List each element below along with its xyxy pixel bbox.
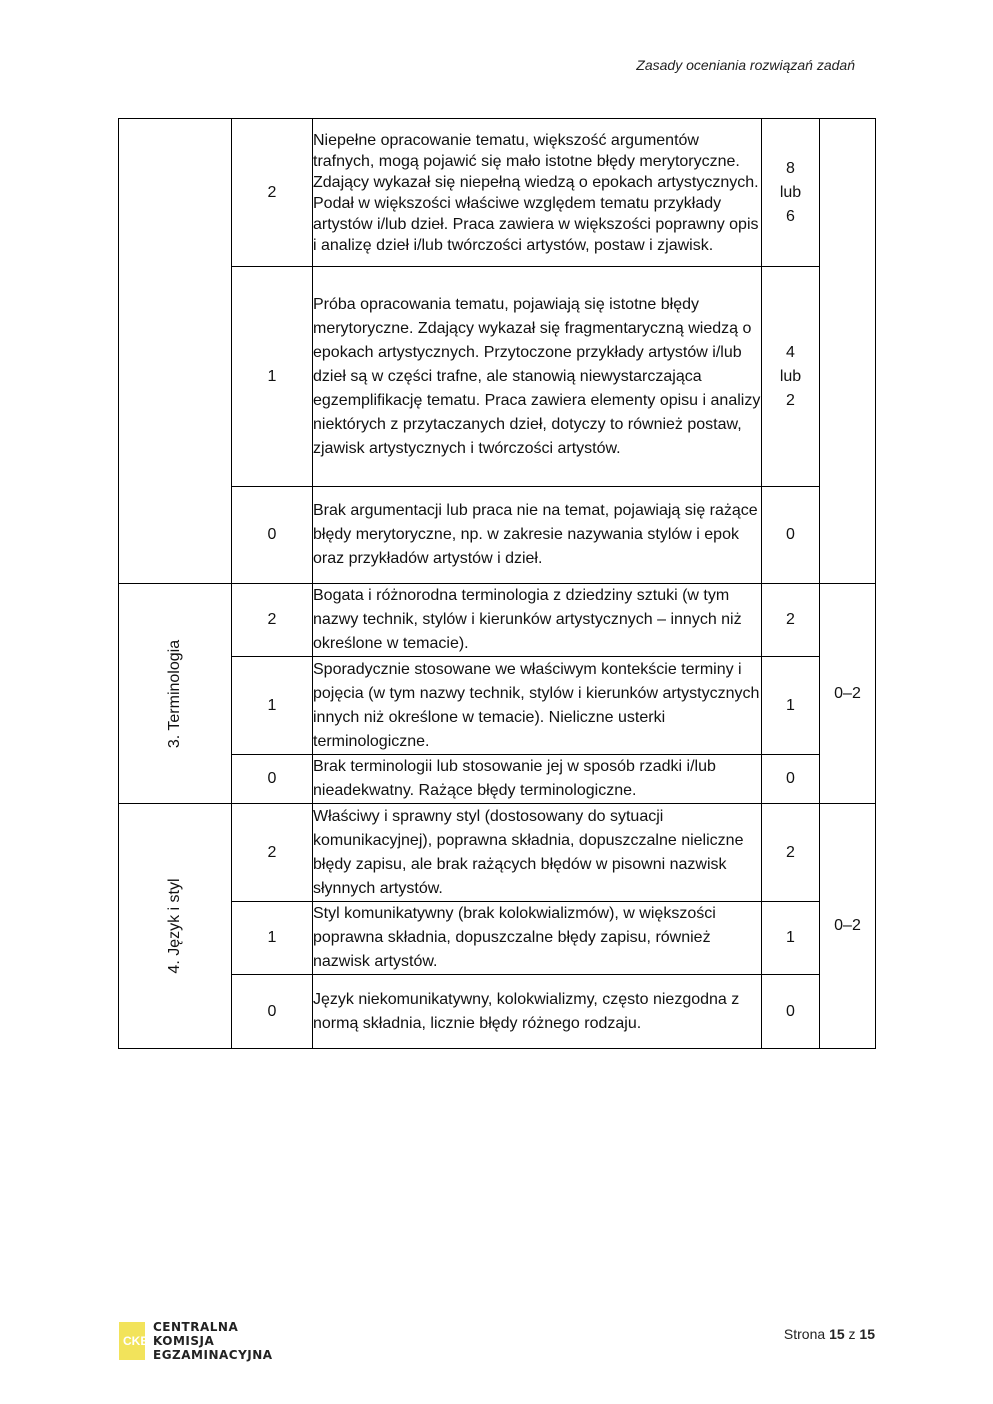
rubric-table xyxy=(118,118,876,1049)
page-separator: z xyxy=(848,1326,856,1342)
points-value: 6 xyxy=(786,207,795,225)
points-or: lub xyxy=(779,183,802,201)
description-cell: Język niekomunikatywny, kolokwializmy, często niezgodna z normą składnia, licznie błędy różnego rodzaju. xyxy=(313,975,762,1049)
cke-logo-text xyxy=(153,1320,273,1362)
points-cell: 1 xyxy=(762,902,820,975)
logo-line: EGZAMINACYJNA xyxy=(153,1348,273,1362)
description-cell: Bogata i różnorodna terminologia z dziedziny sztuki (w tym nazwy technik, stylów i kierunków artystycznych – innych niż określone w temacie). xyxy=(313,584,762,657)
description-cell: Próba opracowania tematu, pojawiają się istotne błędy merytoryczne. Zdający wykazał się fragmentaryczną wiedzą o epokach artystycznych. Przytoczone przykłady artystów i/lub dzieł są w części trafne, ale stanowią niewystarczająca egzemplifikację tematu. Praca zawiera elementy opisu i analizy niektórych z przytaczanych dzieł, dotyczy to również postaw, zjawisk artystycznych i twórczości artystów. xyxy=(313,267,762,487)
table-row xyxy=(119,487,876,584)
range-cell: 0–2 xyxy=(820,584,876,804)
table-row xyxy=(119,902,876,975)
level-cell: 2 xyxy=(232,584,313,657)
range-cell: 0–2 xyxy=(820,804,876,1049)
description-cell: Sporadycznie stosowane we właściwym kontekście terminy i pojęcia (w tym nazwy technik, stylów i kierunków artystycznych innych niż określone w temacie). Nieliczne usterki terminologiczne. xyxy=(313,657,762,755)
level-cell: 1 xyxy=(232,657,313,755)
page-current: 15 xyxy=(829,1326,845,1342)
cke-logo-mark-text: CKE xyxy=(123,1334,149,1348)
description-cell: Właściwy i sprawny styl (dostosowany do sytuacji komunikacyjnej), poprawna składnia, dopuszczalne nieliczne błędy zapisu, ale brak rażących błędów w pisowni nazwisk słynnych artystów. xyxy=(313,804,762,902)
criterion-cell xyxy=(119,584,232,804)
level-cell: 2 xyxy=(232,119,313,267)
table-row xyxy=(119,267,876,487)
points-cell xyxy=(762,267,820,487)
points-value: 4 xyxy=(786,343,795,361)
points-cell xyxy=(762,119,820,267)
table-row xyxy=(119,975,876,1049)
table-row xyxy=(119,584,876,657)
table-row xyxy=(119,804,876,902)
points-value: 8 xyxy=(786,159,795,177)
criterion-cell xyxy=(119,804,232,1049)
cke-logo-mark xyxy=(119,1322,149,1360)
criterion-label: 4. Język i styl xyxy=(166,878,183,974)
description-cell: Brak argumentacji lub praca nie na temat, pojawiają się rażące błędy merytoryczne, np. w zakresie nazywania stylów i epok oraz przykładów artystów i dzieł. xyxy=(313,487,762,584)
range-cell-continued xyxy=(820,119,876,584)
points-cell: 2 xyxy=(762,804,820,902)
level-cell: 0 xyxy=(232,975,313,1049)
table-row xyxy=(119,657,876,755)
points-cell: 0 xyxy=(762,487,820,584)
table-row xyxy=(119,755,876,804)
description-cell: Styl komunikatywny (brak kolokwializmów), w większości poprawna składnia, dopuszczalne błędy zapisu, również nazwisk artystów. xyxy=(313,902,762,975)
level-cell: 1 xyxy=(232,267,313,487)
logo-line: CENTRALNA xyxy=(153,1320,239,1334)
page-number xyxy=(784,1326,875,1342)
level-cell: 1 xyxy=(232,902,313,975)
points-cell: 2 xyxy=(762,584,820,657)
level-cell: 0 xyxy=(232,755,313,804)
points-or: lub xyxy=(779,367,802,385)
level-cell: 2 xyxy=(232,804,313,902)
table-row xyxy=(119,119,876,267)
description-cell: Brak terminologii lub stosowanie jej w sposób rzadki i/lub nieadekwatny. Rażące błędy terminologiczne. xyxy=(313,755,762,804)
cke-logo xyxy=(119,1320,273,1362)
points-cell: 0 xyxy=(762,755,820,804)
description-cell: Niepełne opracowanie tematu, większość argumentów trafnych, mogą pojawić się mało istotne błędy merytoryczne. Zdający wykazał się niepełną wiedzą o epokach artystycznych. Podał w większości właściwe względem tematu przykłady artystów i/lub dzieł. Praca zawiera w większości poprawny opis i analizę dzieł i/lub twórczości artystów, postaw i zjawisk. xyxy=(313,119,762,267)
level-cell: 0 xyxy=(232,487,313,584)
page-header-title: Zasady oceniania rozwiązań zadań xyxy=(636,57,855,73)
points-cell: 1 xyxy=(762,657,820,755)
page-total: 15 xyxy=(859,1326,875,1342)
logo-line: KOMISJA xyxy=(153,1334,215,1348)
points-value: 2 xyxy=(786,391,795,409)
points-cell: 0 xyxy=(762,975,820,1049)
page-prefix: Strona xyxy=(783,1326,826,1342)
criterion-label: 3. Terminologia xyxy=(166,639,183,748)
criterion-cell-continued xyxy=(119,119,232,584)
